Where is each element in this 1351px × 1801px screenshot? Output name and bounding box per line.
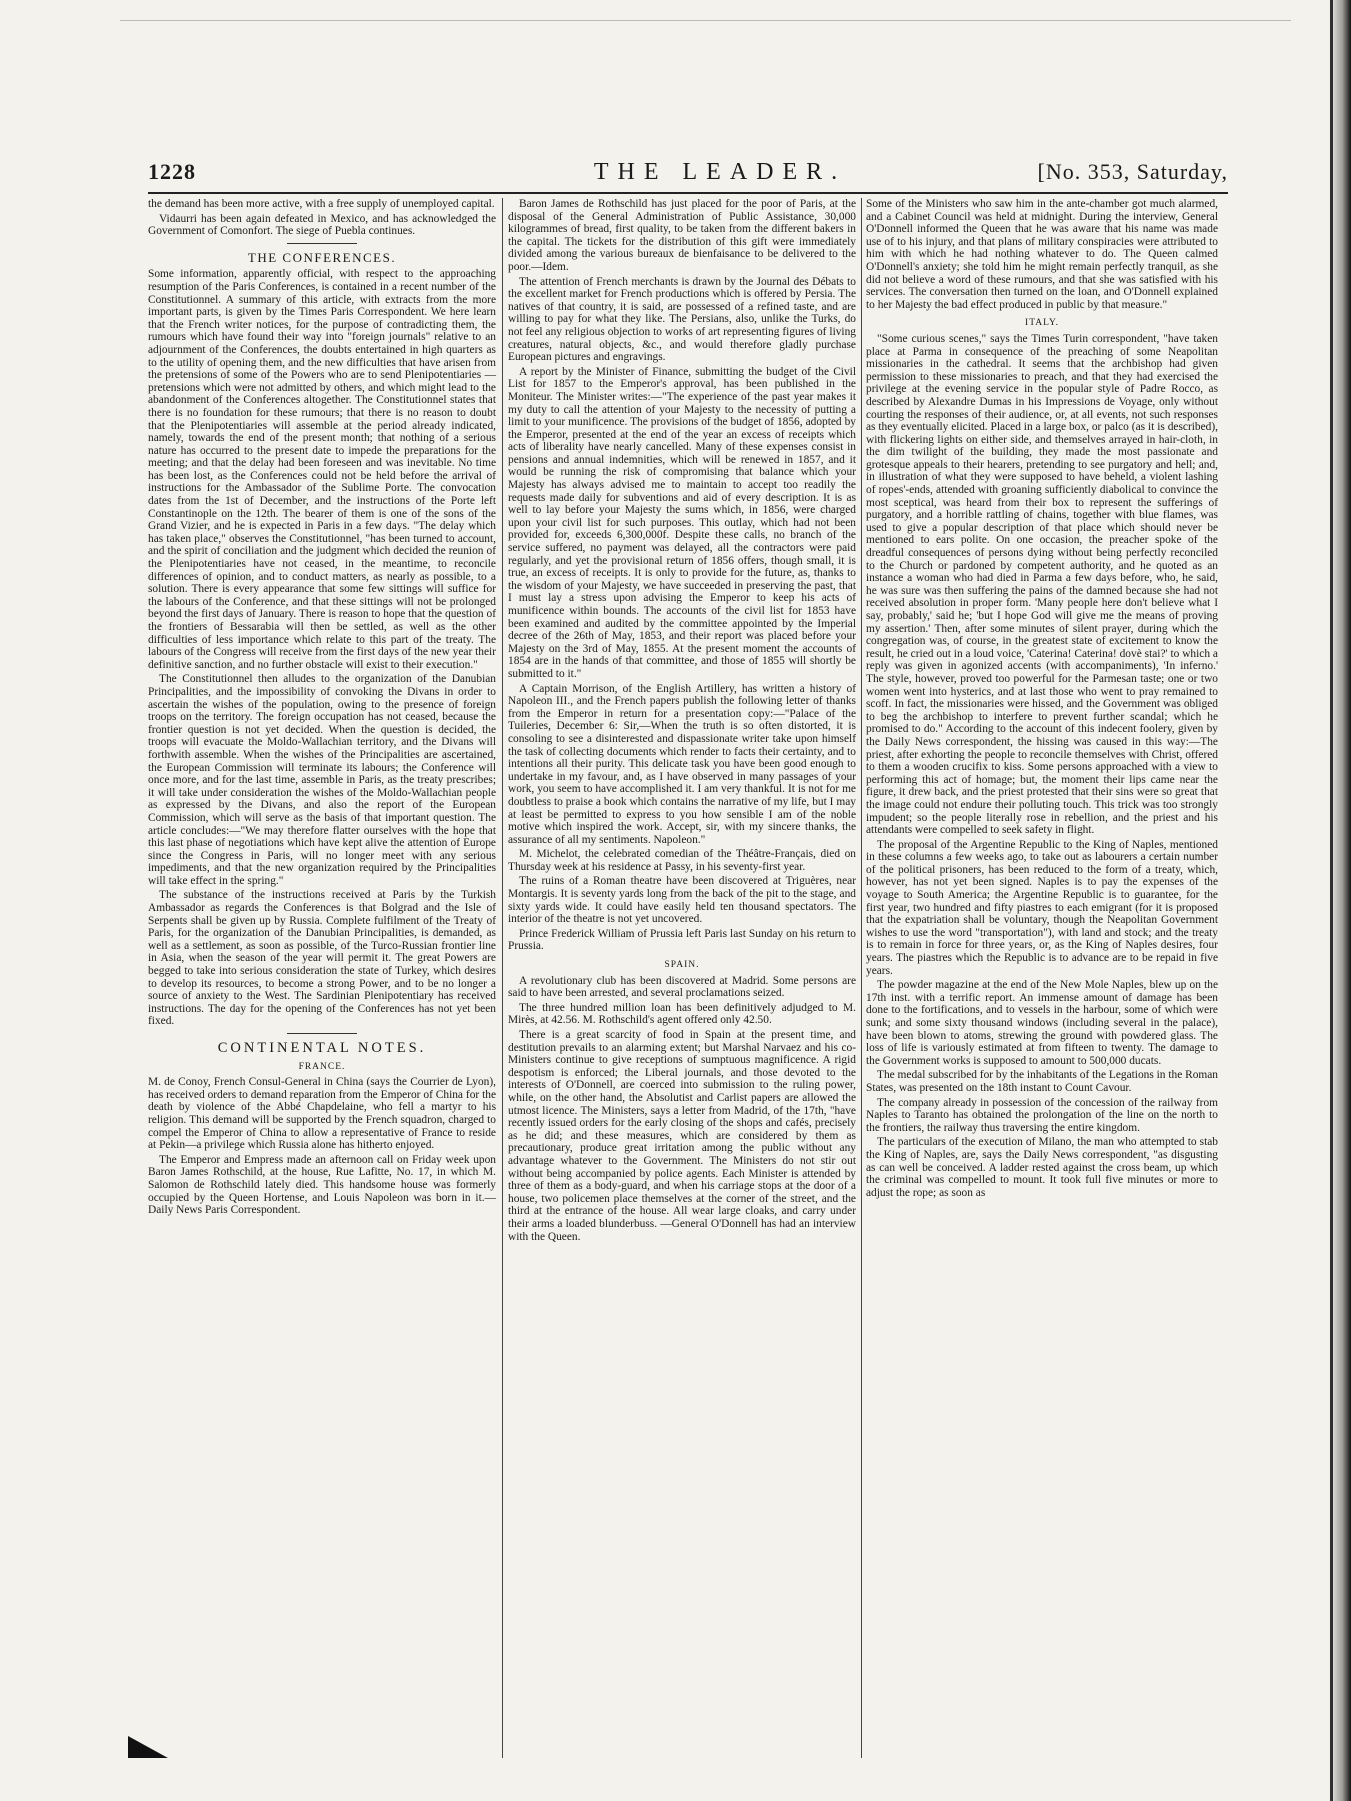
column-divider: [502, 198, 503, 1758]
paragraph: The particulars of the execution of Milano, the man who attempted to stab the King of Naples, are, says the Daily News correspondent, "as disgusting as can well be conceived. A ladder rested against the cross beam, up which the criminal was compelled to mount. It took full five minutes or more to adjust the rope; as soon as: [866, 1136, 1218, 1199]
column-3: [866, 198, 1218, 1201]
paragraph: the demand has been more active, with a free supply of unemployed capital.: [148, 198, 495, 210]
section-heading-conferences: THE CONFERENCES.: [247, 249, 397, 265]
paragraph: The ruins of a Roman theatre have been discovered at Triguères, near Montargis. It is seventy yards long from the back of the pit to the stage, and sixty yards wide. It could have easily held ten thousand spectators. The interior of the theatre is not yet uncovered.: [508, 875, 856, 926]
paragraph: A revolutionary club has been discovered at Madrid. Some persons are said to have been arrested, and several proclamations seized.: [508, 974, 856, 1000]
paragraph: The medal subscribed for by the inhabitants of the Legations in the Roman States, was presented on the 18th instant to Count Cavour.: [866, 1069, 1219, 1094]
paragraph: The company already in possession of the concession of the railway from Naples to Taranto has obtained the prolongation of the line on the north to the frontiers, the railway thus traversing the entire kingdom.: [866, 1096, 1218, 1134]
paragraph: The powder magazine at the end of the New Mole Naples, blew up on the 17th inst. with a terrific report. An immense amount of damage has been done to the fortifications, and to vessels in the harbour, some of which were sunk; and some sixty thousand windows (including several in the palace), have been blown to atoms, strewing the ground with powdered glass. The loss of life is variously estimated at from fifteen to twenty. The damage to the Government works is supposed to amount to 500,000 ducats.: [866, 979, 1218, 1067]
subheading-italy: ITALY.: [1025, 318, 1059, 329]
section-heading-continental-notes: CONTINENTAL NOTES.: [217, 1040, 427, 1056]
page-number: 1228: [148, 159, 196, 184]
paragraph: A report by the Minister of Finance, submitting the budget of the Civil List for 1857 to the Emperor's approval, has been published in the Moniteur. The Minister writes:—"The experience of the past year makes it my duty to call the attention of your Majesty to the necessity of putting a limit to your munificence. The provisions of the budget of 1856, adopted by the Emperor, presented at the end of the year an excess of receipts which acts of liberality have nearly cancelled. Many of these expenses consist in pensions and annual indemnities, which will be renewed in 1857, and it would be running the risk of compromising that balance which your Majesty has always advised me to maintain to accept too readily the requests made daily for subventions and aid of every description. It is as well to lay before your Majesty the sums which, in 1856, were charged upon your civil list for such purposes. This outlay, which had not been provided for, exceeds 6,300,000f. Despite these calls, no branch of the service suffered, no payment was delayed, all the contractors were paid regularly, and yet the provisional return of 1856 offers, though small, it is true, an excess of receipts. It is only to provide for the future, as, thanks to the wisdom of your Majesty, we have succeeded in preserving the past, that I must lay a stress upon advising the Emperor to keep his acts of munificence within bounds. The accounts of the civil list for 1853 have been examined and audited by the committee appointed by the Imperial decree of the 26th of May, 1853, and their report was placed before your Majesty on the 3rd of May, 1855. At the present moment the accounts of 1854 are in the hands of that committee, and those of 1855 will shortly be submitted to it.": [508, 365, 856, 680]
issue-info: [No. 353, Saturday,: [1037, 159, 1228, 184]
paragraph: Baron James de Rothschild has just placed for the poor of Paris, at the disposal of the General Administration of Public Assistance, 30,000 kilogrammes of bread, first quality, to be taken from the different bakers in the capital. The tickets for the distribution of this gift were immediately divided among the various bureaux de bienfaisance to be delivered to the poor.—Idem.: [508, 198, 856, 273]
subheading-france: FRANCE.: [298, 1061, 346, 1072]
paragraph: A Captain Morrison, of the English Artillery, has written a history of Napoleon III., and the French papers publish the following letter of thanks from the Emperor in return for a presentation copy:—"Palace of the Tuileries, December 6: Sir,—When the truth is so often distorted, it is consoling to see a disinterested and dispassionate writer take upon himself the task of collecting documents which render to facts their certainty, and to intentions all their purity. This delicate task you have been good enough to undertake in my favour, and, as I have observed in many passages of your work, you seem to have accomplished it. I am very thankful. It is not for me doubtless to praise a book which contains the narrative of my life, but I may at least be permitted to express to you how sensible I am of the noble motive which inspired the work. Accept, sir, with my sincere thanks, the assurance of all my sentiments. Napoleon.": [508, 682, 856, 846]
masthead-rule: [148, 192, 1228, 194]
top-scan-rule: [120, 20, 1291, 21]
column-1: [148, 198, 496, 1219]
paragraph: Prince Frederick William of Prussia left Paris last Sunday on his return to Prussia.: [508, 927, 856, 953]
page-edge-shadow: [1329, 0, 1351, 1801]
scan-corner-mark: [128, 1736, 168, 1758]
section-rule: [287, 1033, 357, 1034]
section-rule: [287, 243, 357, 244]
column-2: [508, 198, 856, 1245]
paragraph: The substance of the instructions received at Paris by the Turkish Ambassador as regards the Conferences is that Bolgrad and the Isle of Serpents shall be given up by Russia. Complete fulfilment of the Treaty of Paris, for the organization of the Danubian Principalities, is demanded, as well as a settlement, as soon as possible, of the Turco-Russian frontier line in Asia, when the season of the year will permit it. The great Powers are begged to take into serious consideration the state of Turkey, which desires to develop its resources, to become a strong Power, and to be no longer a source of anxiety to the West. The Sardinian Plenipotentiary has received instructions. The day for the opening of the Conferences has not yet been fixed.: [148, 889, 496, 1028]
paragraph: M. de Conoy, French Consul-General in China (says the Courrier de Lyon), has received orders to demand reparation from the Emperor of China for the death by violence of the Abbé Chapdelaine, who fell a martyr to his religion. This demand will be supported by the French squadron, charged to compel the Emperor of China to allow a representative of France to reside at Pekin—a privilege which Russia alone has hitherto enjoyed.: [148, 1076, 496, 1152]
paragraph: There is a great scarcity of food in Spain at the present time, and destitution prevails to an alarming extent; but Marshal Narvaez and his co-Ministers continue to give receptions of sumptuous magnificence. A rigid despotism is enforced; the Liberal journals, and those devoted to the interests of O'Donnell, are coerced into submission to the ruling power, while, on the other hand, the Absolutist and Carlist papers are allowed the utmost licence. The Ministers, says a letter from Madrid, of the 17th, "have recently issued orders for the early closing of the shops and cafés, precisely as he did; and these measures, which are considered by them as precautionary, produce great irritation among the public without any advantage whatever to the Government. The Ministers do not stir out without being accompanied by police agents. Each Minister is attended by three of them as a body-guard, and when his carriage stops at the door of a house, two policemen place themselves at the corner of the street, and the third at the entrance of the house. All wear large cloaks, and carry under their arms a loaded blunderbuss. —General O'Donnell has had an interview with the Queen.: [508, 1029, 856, 1243]
subheading-spain: SPAIN.: [664, 960, 700, 971]
paragraph: The attention of French merchants is drawn by the Journal des Débats to the excellent market for French productions which is offered by Persia. The natives of that country, it is said, are possessed of a refined taste, and are willing to pay for what they like. The Persians, also, unlike the Turks, do not feel any religious objection to works of art representing figures of living creatures, natural objects, &c., and would therefore gladly purchase European pictures and engravings.: [508, 275, 856, 364]
newspaper-title: THE LEADER.: [593, 159, 847, 185]
column-divider: [861, 198, 862, 1758]
paragraph: Some of the Ministers who saw him in the ante-chamber got much alarmed, and a Cabinet Council was held at midnight. During the interview, General O'Donnell informed the Queen that he was aware that his name was made use of to his injury, and that plans of military conspiracies were attributed to him with which he had nothing whatever to do. The Queen calmed O'Donnell's anxiety; she told him he might remain perfectly tranquil, as she did not believe a word of these rumours, and that she was satisfied with his services. The conversation then turned on the loan, and O'Donnell explained to her Majesty the bad effect produced in public by that measure.": [866, 198, 1218, 311]
paragraph: The three hundred million loan has been definitively adjudged to M. Mirès, at 42.56. M. Rothschild's agent offered only 42.50.: [508, 1001, 856, 1027]
paragraph: The Emperor and Empress made an afternoon call on Friday week upon Baron James Rothschild, at the house, Rue Lafitte, No. 17, in which M. Salomon de Rothschild lately died. This handsome house was formerly occupied by the Queen Hortense, and Louis Napoleon was born in it.—Daily News Paris Correspondent.: [148, 1153, 496, 1217]
paragraph: The proposal of the Argentine Republic to the King of Naples, mentioned in these columns a few weeks ago, to take out as labourers a certain number of the political prisoners, has been reduced to the form of a treaty, which, however, has not yet been signed. Naples is to pay the expenses of the voyage to South America; the Argentine Republic is to guarantee, for the first year, two hundred and fifty piastres to each emigrant (for it is proposed that the expatriation shall be voluntary, though the Neapolitan Government wishes to use the word "transportation"), with land and stock; and the treaty is to remain in force for three years, or, as the King of Naples desires, four years. The piastres which the Republic is to advance are to be repaid in five years.: [866, 838, 1218, 977]
masthead: [148, 159, 1228, 193]
paragraph: M. Michelot, the celebrated comedian of the Théâtre-Français, died on Thursday week at his residence at Passy, in his seventy-first year.: [508, 848, 856, 873]
paragraph: "Some curious scenes," says the Times Turin correspondent, "have taken place at Parma in consequence of the preaching of some Neapolitan missionaries in the cathedral. It seems that the archbishop had given permission to these missionaries to preach, and that they had exercised the privilege at the evening service in the popular style of Padre Rocco, as described by Alexandre Dumas in his Impressions de Voyage, only without courting the responses of their audience, or, at all events, not such responses as they eventually elicited. Placed in a large box, or palco (as it is described), with flickering lights on either side, and themselves arrayed in hair-cloth, in the dim twilight of the building, they made the most passionate and grotesque appeals to their hearers, pretending to see purgatory and hell; and, in illustration of what they were supposed to have beheld, a violent lashing of ropes'-ends, attended with groaning sufficiently diabolical to convince the most sceptical, was heard from their box to represent the sufferings of purgatory, and a horrible rattling of chains, together with blue flames, was used to give a popular description of that place which should never be mentioned to ears polite. On one occasion, the preacher spoke of the dreadful consequences of persons dying without being perfectly reconciled to the Church or pardoned by competent authority, and he quoted as an instance a woman who had died in Parma a few days before, who, he said, he was sure was then suffering the pains of the damned because she had not received absolution in proper form. 'Many people here don't believe what I say, probably,' said he; 'but I hope God will give me the means of proving my assertion.' Then, after some minutes of silent prayer, during which the congregation was, of course, in the greatest state of excitement to know the result, he cried out in a loud voice, 'Caterina! Caterina! dovè stai?' to which a reply was given in agonized accents (with accompaniments), 'In inferno.' The style, however, proved too powerful for the Parmesan taste; one or two women went into hysterics, and at last those who went to pray remained to scoff. In fact, the missionaries were hissed, and the Government was obliged to beg the archbishop to interfere to prevent further scandal; which he promised to do." According to the account of this indecent foolery, given by the Daily News correspondent, the hissing was caused in this way:—The priest, after exhorting the people to reconcile themselves with Christ, offered to them a wooden crucifix to kiss. Some persons approached with a view to performing this act of homage; but, the moment their lips came near the figure, it drew back, and the priest protested that their sins were so great that the image could not endure their polluting touch. This trick was too strongly impudent; so the people literally rose in rebellion, and the priest and his attendants were compelled to seek safety in flight.: [866, 332, 1218, 837]
paragraph: The Constitutionnel then alludes to the organization of the Danubian Principalities, and the impossibility of convoking the Divans in order to ascertain the wishes of the population, owing to the presence of foreign troops on the territory. The foreign occupation has not ceased, because the frontier question is not yet decided. When the question is decided, the troops will evacuate the Moldo-Wallachian territory, and the Divans will forthwith assemble. When the wishes of the Principalities are ascertained, the European Commission will terminate its labours; the Conference will once more, and for the last time, assemble in Paris, as the treaty prescribes; it will take under consideration the wishes of the Moldo-Wallachian people as expressed by the Divans, and also the report of the European Commission, which will serve as the basis of that important question. The article concludes:—"We may therefore flatter ourselves with the hope that this last phase of negotiations which have kept alive the attention of Europe since the Congress in Paris, will no longer meet with any serious impediments, and that the new organization required by the Principalities will take effect in the spring.": [148, 673, 496, 887]
paragraph: Vidaurri has been again defeated in Mexico, and has acknowledged the Government of Comonfort. The siege of Puebla continues.: [148, 212, 496, 238]
paragraph: Some information, apparently official, with respect to the approaching resumption of the Paris Conferences, is contained in a recent number of the Constitutionnel. A summary of this article, with extracts from the more important parts, is given by the Times Paris Correspondent. We here learn that the French writer notices, for the purpose of contradicting them, the rumours which have found their way into "foreign journals" relative to an adjournment of the Conferences, the doubts entertained in high quarters as to the utility of opening them, and the new difficulties that have arisen from the pretensions of some of the Powers who are to send Plenipotentiaries — pretensions which were not admitted by others, and which might lead to the abandonment of the Conferences altogether. The Constitutionnel states that there is no foundation for these rumours; that there is no reason to doubt that the Plenipotentiaries will assemble at the period already indicated, namely, towards the end of the present month; that nothing of a serious nature has occurred to the present date to impede the preparations for the meeting; and that the delay had been foreseen and was inevitable. No time has been lost, as the Conferences could not be held before the arrival of instructions for the Ambassador of the Sublime Porte. The convocation dates from the 1st of December, and the instructions of the Porte left Constantinople on the 12th. The bearer of them is one of the sons of the Grand Vizier, and he is expected in Paris in a few days. "The delay which has taken place," observes the Constitutionnel, "has been turned to account, and the spirit of conciliation and the judgment which decided the reunion of the Plenipotentiaries have not ceased, in the meantime, to reconcile differences of opinion, and to conduct matters, as nearly as possible, to a solution. There is every appearance that some few sittings will suffice for the labours of the Conference, and that these sittings will not be prolonged beyond the first days of January. There is reason to hope that the question of the frontiers of Bessarabia will then be settled, as well as the other difficulties of less importance which relate to this part of the treaty. The labours of the Congress will receive from the first days of the new year their definitive sanction, and no further obstacle will exist to their execution.": [148, 268, 496, 671]
